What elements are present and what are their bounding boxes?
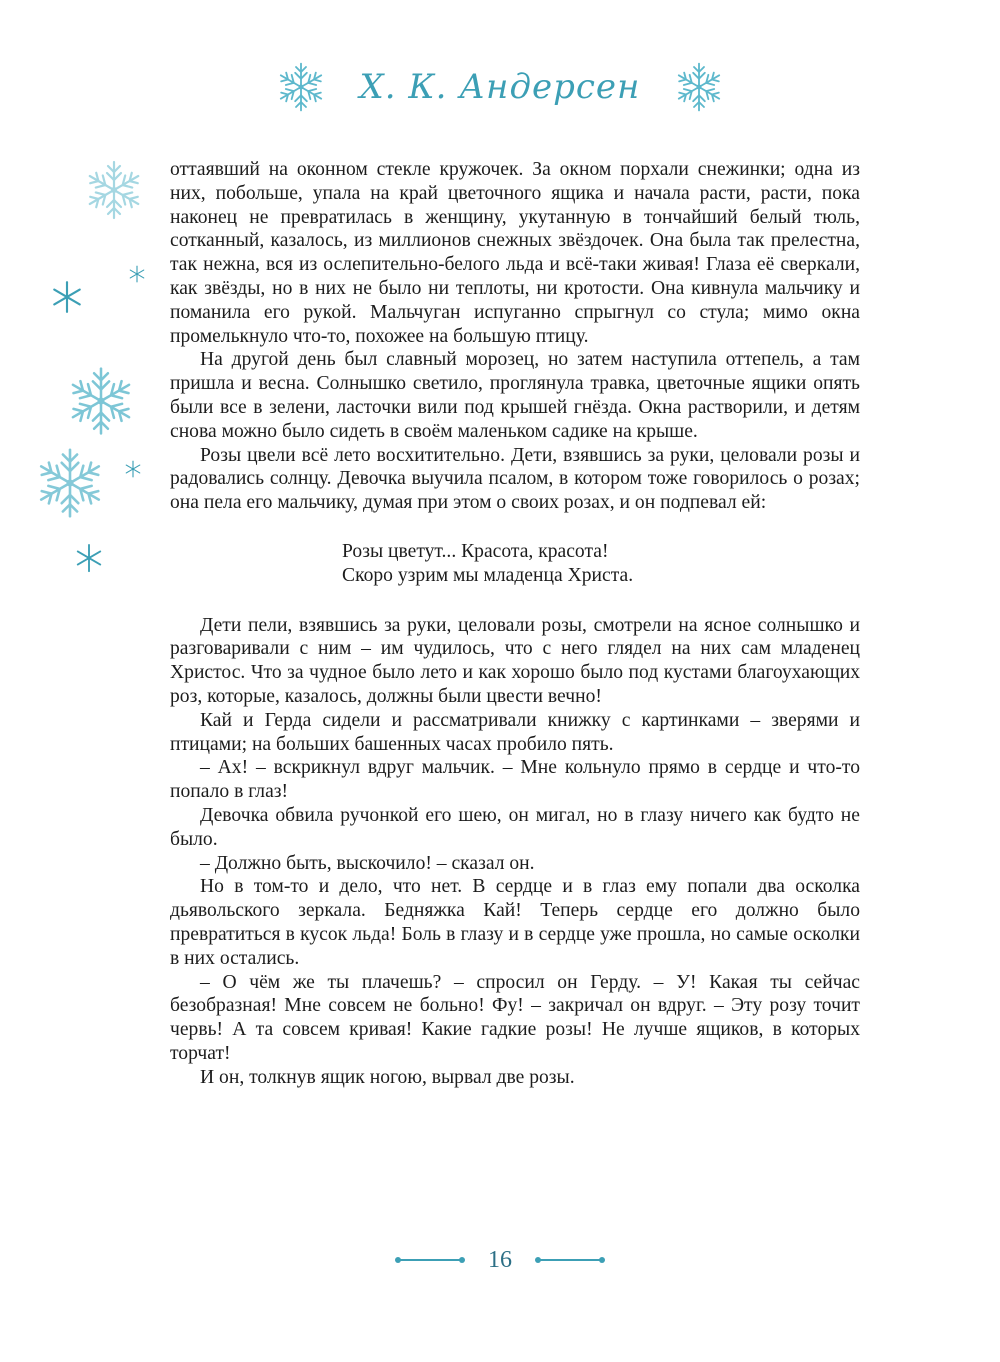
paragraph: На другой день был славный морозец, но затем наступила оттепель, а там пришла и весна. Солнышко светило, проглянула травка, цветочные ящики опять были все в зелени, ласточки вили под крышей гнёзда. Окна растворили, и детям снова можно было сидеть в своём маленьком садике на крыше.: [170, 349, 860, 442]
star-sparkle-icon: [128, 265, 146, 283]
paragraph: Дети пели, взявшись за руки, целовали розы, смотрели на ясное солнышко и разговаривали с ним – им чудилось, что с него глядел на них сам младенец Христос. Что за чудное было лето и как хорошо было под кустами благоухающих роз, которые, казалось, должны были цвести вечно!: [170, 614, 860, 707]
poem-line: Скоро узрим мы младенца Христа.: [342, 564, 634, 586]
ornament-line: [538, 1259, 602, 1261]
paragraph: – Ах! – вскрикнул вдруг мальчик. – Мне кольнуло прямо в сердце и что-то попало в глаз!: [170, 757, 860, 803]
paragraph: – Должно быть, выскочило! – сказал он.: [200, 852, 535, 874]
paragraph: – О чём же ты плачешь? – спросил он Герду. – У! Какая ты сейчас безобразная! Мне совсем не больно! Фу! – закричал он вдруг. – Эту розу точит червь! А та совсем кривая! Какие гадкие розы! Не лучше ящиков, в которых торчат!: [170, 971, 860, 1064]
paragraph: И он, толкнув ящик ногою, вырвал две розы.: [200, 1066, 575, 1088]
snowflake-icon: [32, 445, 108, 521]
paragraph: Но в том-то и дело, что нет. В сердце и в глаз ему попали два осколка дьявольского зеркала. Бедняжка Кай! Теперь сердце его должно было превратиться в кусок льда! Боль в глазу и в сердце уже прошла, но самые осколки в них остались.: [170, 876, 860, 969]
ornament-line: [398, 1259, 462, 1261]
page-number: 16: [488, 1246, 512, 1273]
star-sparkle-icon: [50, 280, 84, 314]
snowflake-icon: [82, 158, 146, 222]
poem-line: Розы цветут... Красота, красота!: [342, 540, 609, 562]
paragraph: оттаявший на оконном стекле кружочек. За окном порхали снежинки; одна из них, побольше, упала на край цветочного ящика и начала расти, расти, пока наконец не превратилась в женщину, укутанную в тончайший белый тюль, сотканный, казалось, из миллионов снежных звёздочек. Она была так прелестна, так нежна, вся из ослепительно-белого льда и всё-таки живая! Глаза её сверкали, как звёзды, но в них не было ни теплоты, ни кротости. Она кивнула мальчику и поманила его рукой. Мальчуган испуганно спрыгнул со стула; мимо окна промелькнуло что-то, похожее на большую птицу.: [170, 159, 860, 347]
snowflake-icon: [64, 364, 138, 438]
page-title: Х. К. Андерсен: [359, 67, 641, 107]
poem: [170, 540, 860, 588]
paragraph: Девочка обвила ручонкой его шею, он мигал, но в глазу ничего как будто не было.: [170, 804, 860, 850]
paragraph: Розы цвели всё лето восхитительно. Дети, взявшись за руки, целовали розы и радовались солнцу. Девочка выучила псалом, в котором тоже говорилось о розах; она пела его мальчику, думая при этом о своих розах, и он подпевал ей:: [170, 444, 860, 514]
snowflake-icon: [674, 62, 724, 112]
body-text: [170, 158, 860, 1089]
page-footer: [0, 1240, 1000, 1280]
page-header: [0, 52, 1000, 122]
star-sparkle-icon: [124, 460, 142, 478]
star-sparkle-icon: [74, 543, 104, 573]
paragraph: Кай и Герда сидели и рассматривали книжку с картинками – зверями и птицами; на больших башенных часах пробило пять.: [170, 709, 860, 755]
snowflake-icon: [276, 62, 326, 112]
